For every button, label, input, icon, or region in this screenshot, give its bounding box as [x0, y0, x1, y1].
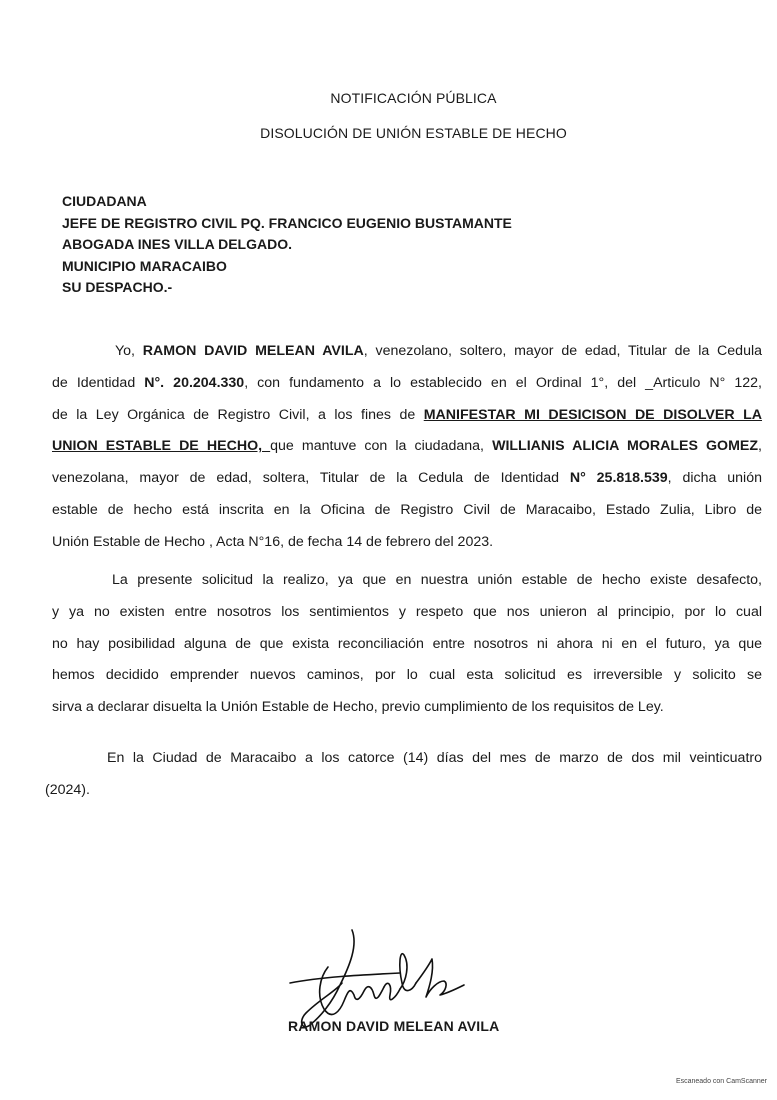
text-run: de Identidad — [52, 374, 145, 391]
declarant-name: RAMON DAVID MELEAN AVILA — [142, 343, 364, 359]
underlined-statement: MANIFESTAR MI DESICISON DE DISOLVER LA — [423, 406, 763, 423]
addressee-block — [62, 191, 512, 299]
paragraph-line: y ya no existen entre nosotros los sentimientos y respeto que nos unieron al principio, por lo cual — [52, 603, 762, 620]
document-subtitle: DISOLUCIÓN DE UNIÓN ESTABLE DE HECHO — [260, 125, 567, 141]
addressee-line: MUNICIPIO MARACAIBO — [62, 257, 227, 274]
paragraph-line: estable de hecho está inscrita en la Oficina de Registro Civil de Maracaibo, Estado Zulia, Libro de — [52, 501, 762, 518]
paragraph-line: En la Ciudad de Maracaibo a los catorce (14) días del mes de marzo de dos mil veinticuatro — [107, 750, 762, 766]
paragraph-line: hemos decidido emprender nuevos caminos, por lo cual esta solicitud es irreversible y solicito se — [52, 667, 762, 684]
text-run: , dicha unión — [667, 470, 762, 487]
paragraph-declaration — [52, 336, 762, 559]
document-title: NOTIFICACIÓN PÚBLICA — [330, 90, 497, 106]
paragraph-closing — [45, 743, 762, 807]
text-run: Yo, — [115, 343, 143, 359]
paragraph-line — [52, 336, 762, 368]
paragraph-line: (2024). — [45, 781, 90, 798]
paragraph-line: Unión Estable de Hecho , Acta N°16, de fecha 14 de febrero del 2023. — [52, 533, 494, 550]
signature-name: RAMON DAVID MELEAN AVILA — [288, 1018, 500, 1034]
paragraph-line — [52, 368, 762, 400]
paragraph-line: La presente solicitud la realizo, ya que en nuestra unión estable de hecho existe desafecto, — [112, 572, 762, 588]
text-run: venezolana, mayor de edad, soltera, Titular de la Cedula de Identidad — [52, 470, 570, 487]
declarant-id: N°. 20.204.330 — [144, 374, 245, 391]
paragraph-line — [52, 400, 762, 432]
text-run: de la Ley Orgánica de Registro Civil, a los fines de — [52, 406, 424, 423]
partner-id: N° 25.818.539 — [569, 470, 668, 487]
text-run: , con fundamento a lo establecido en el Ordinal 1°, del _Articulo N° 122, — [244, 374, 763, 391]
addressee-line: SU DESPACHO.- — [62, 279, 173, 295]
addressee-line: CIUDADANA — [62, 193, 147, 209]
underlined-statement: UNION ESTABLE DE HECHO, — [52, 438, 271, 455]
text-run: , — [758, 438, 762, 455]
scanner-watermark: Escaneado con CamScanner — [675, 1078, 767, 1085]
addressee-line: ABOGADA INES VILLA DELGADO. — [62, 236, 292, 252]
text-run: que mantuve con la ciudadana, — [270, 438, 493, 455]
paragraph-line: no hay posibilidad alguna de que exista reconciliación entre nosotros ni ahora ni en el futuro, ya que — [52, 635, 762, 652]
paragraph-line — [52, 463, 762, 495]
paragraph-line — [52, 431, 762, 463]
addressee-line: JEFE DE REGISTRO CIVIL PQ. FRANCICO EUGENIO BUSTAMANTE — [62, 214, 512, 231]
text-run: , venezolano, soltero, mayor de edad, Titular de la Cedula — [363, 343, 763, 359]
paragraph-reasons — [52, 565, 762, 724]
partner-name: WILLIANIS ALICIA MORALES GOMEZ — [492, 438, 759, 455]
paragraph-line: sirva a declarar disuelta la Unión Estable de Hecho, previo cumplimiento de los requisitos de Ley. — [52, 699, 664, 716]
